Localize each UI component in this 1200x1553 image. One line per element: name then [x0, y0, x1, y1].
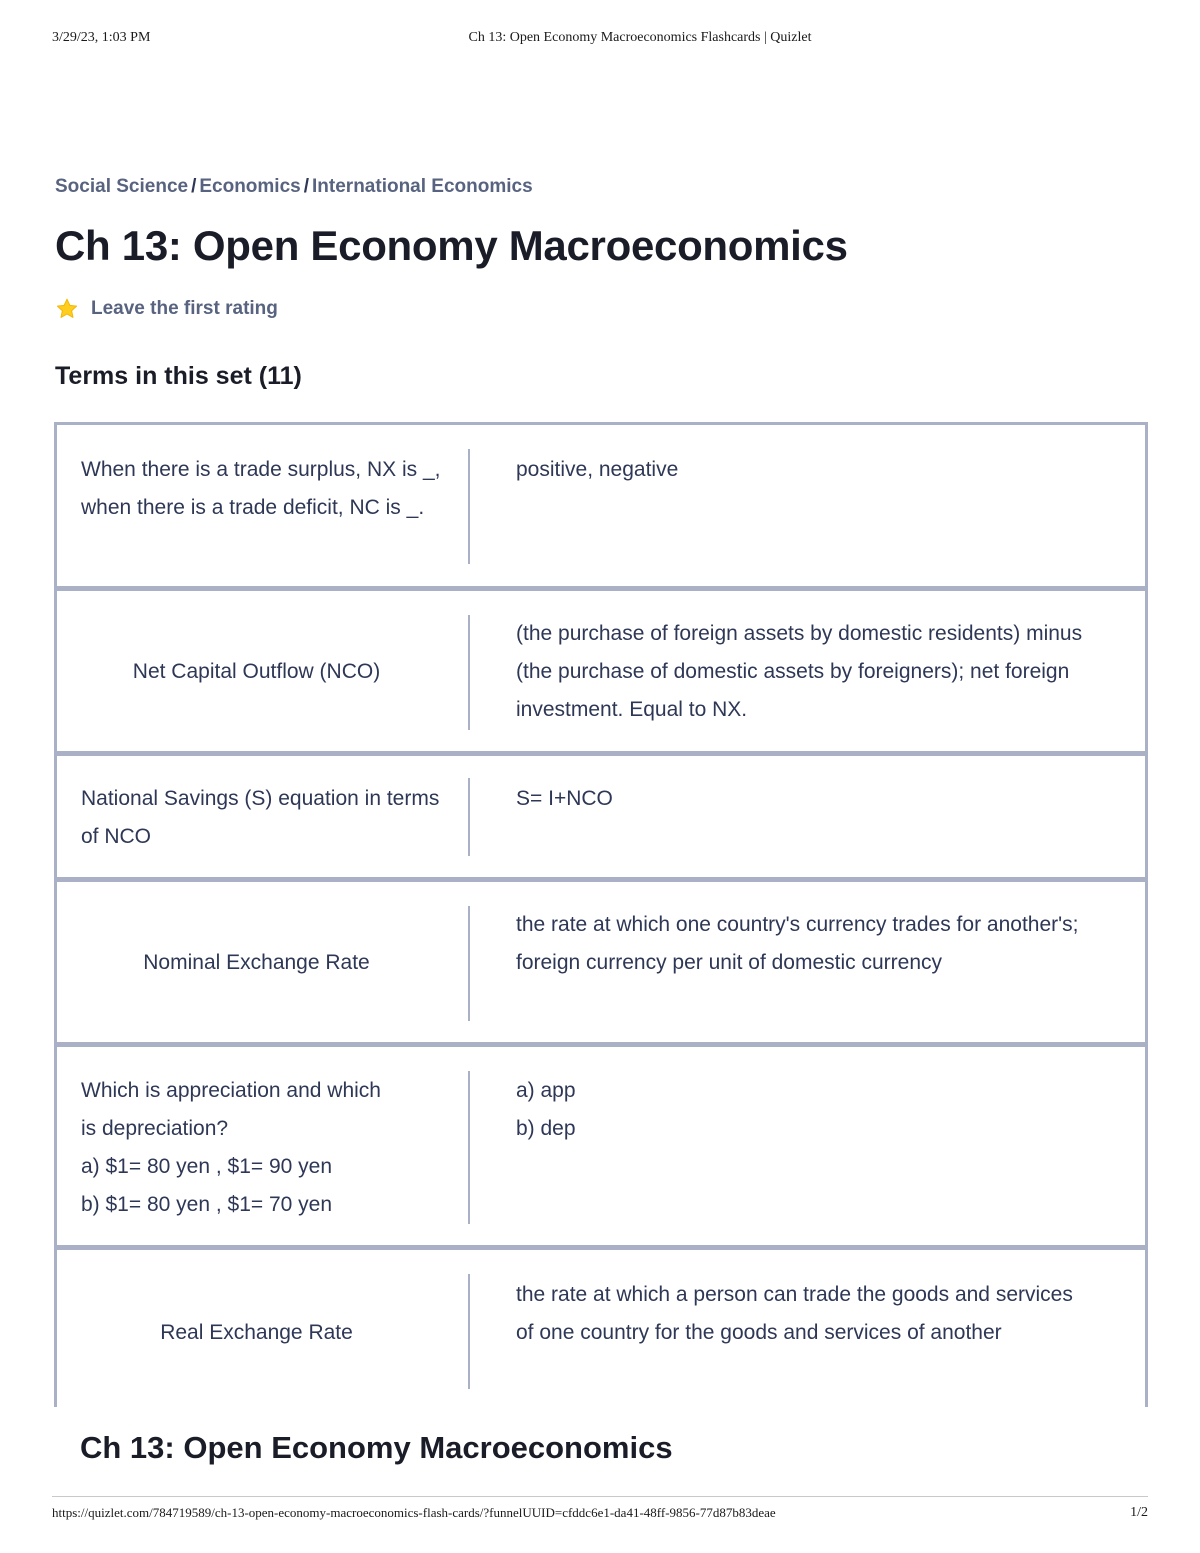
breadcrumb-economics[interactable]: Economics	[199, 176, 301, 197]
term-text: Real Exchange Rate	[160, 1321, 353, 1344]
breadcrumb-separator: /	[303, 176, 310, 197]
definition-text: the rate at which one country's currency trades for another's; foreign currency per unit of domestic currency	[516, 913, 1079, 974]
print-url: https://quizlet.com/784719589/ch-13-open-economy-macroeconomics-flash-cards/?funnelUUID=cfddc6e1-da41-48ff-9856-77d87b83deae	[52, 1505, 776, 1520]
terms-heading: Terms in this set (11)	[55, 362, 302, 390]
breadcrumb-separator: /	[191, 176, 197, 197]
card-divider	[468, 1071, 470, 1224]
terms-list	[54, 422, 1148, 1407]
print-footer	[52, 1505, 1148, 1525]
print-datetime: 3/29/23, 1:03 PM	[52, 30, 151, 45]
card-divider	[468, 615, 470, 730]
definition-text: positive, negative	[516, 458, 679, 481]
card-divider	[468, 778, 470, 856]
print-header	[52, 30, 1148, 50]
term-text: National Savings (S) equation in terms of NCO	[81, 787, 440, 848]
print-page-title: Ch 13: Open Economy Macroeconomics Flashcards | Quizlet	[468, 30, 812, 45]
sticky-set-title: Ch 13: Open Economy Macroeconomics	[80, 1430, 673, 1465]
term-card[interactable]	[54, 1044, 1148, 1248]
term-card[interactable]	[54, 422, 1148, 589]
term-card[interactable]	[54, 1247, 1148, 1407]
term-text: When there is a trade surplus, NX is _, when there is a trade deficit, NC is _.	[81, 458, 441, 519]
page-number: 1/2	[1130, 1505, 1148, 1520]
term-card[interactable]	[54, 588, 1148, 754]
card-divider	[468, 1274, 470, 1389]
definition-text: S= I+NCO	[516, 787, 613, 810]
term-text: Which is appreciation and which is depreciation? a) $1= 80 yen , $1= 90 yen b) $1= 80 yen , $1= 70 yen	[81, 1079, 381, 1216]
rating-button[interactable]	[55, 296, 278, 322]
term-card[interactable]	[54, 753, 1148, 880]
set-title: Ch 13: Open Economy Macroeconomics	[55, 222, 848, 269]
breadcrumb	[55, 176, 533, 198]
term-card[interactable]	[54, 879, 1148, 1045]
card-divider	[468, 906, 470, 1021]
star-icon	[55, 297, 79, 321]
breadcrumb-international-economics[interactable]: International Economics	[312, 176, 533, 197]
rating-label: Leave the first rating	[91, 298, 278, 319]
breadcrumb-social-science[interactable]: Social Science	[55, 176, 189, 197]
definition-text: (the purchase of foreign assets by domestic residents) minus (the purchase of domestic assets by foreigners); net foreign investment. Equal to NX.	[516, 622, 1083, 721]
footer-divider	[52, 1496, 1148, 1497]
definition-text: a) app b) dep	[516, 1079, 576, 1140]
term-text: Nominal Exchange Rate	[143, 951, 370, 974]
term-text: Net Capital Outflow (NCO)	[132, 660, 381, 683]
card-divider	[468, 449, 470, 564]
definition-text: the rate at which a person can trade the goods and services of one country for the goods and services of another	[516, 1283, 1073, 1344]
